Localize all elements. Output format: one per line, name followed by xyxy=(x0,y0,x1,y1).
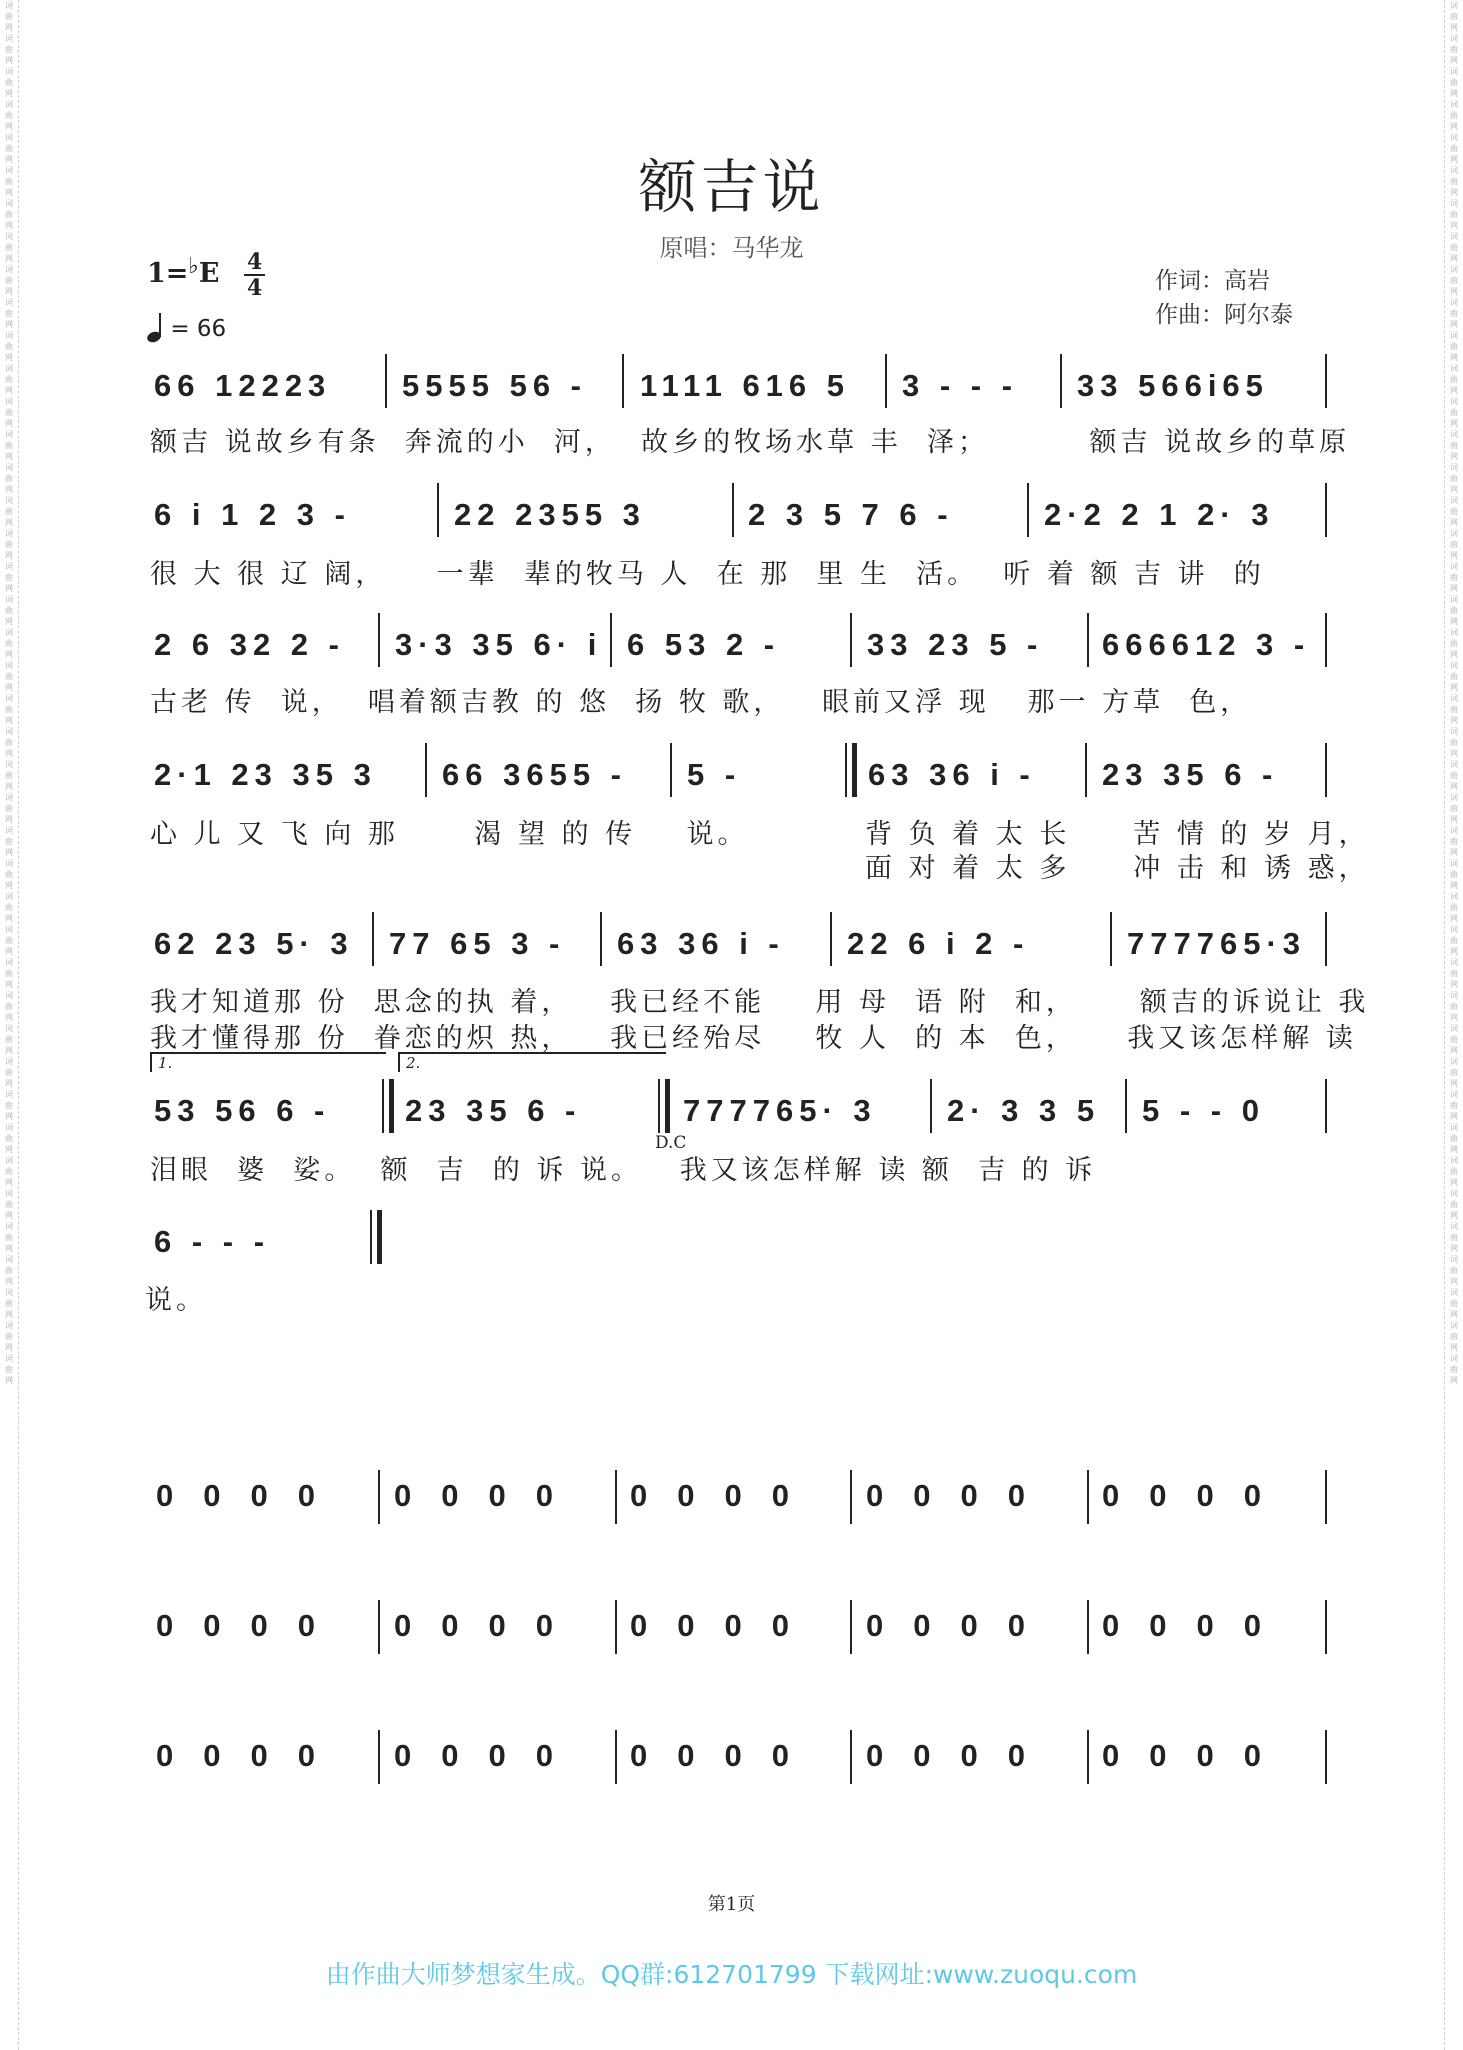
lyric-line-2: 很 大 很 辽 阔， 一辈 辈的牧马 人 在 那 里 生 活。 听 着 额 吉 讲 的 xyxy=(150,559,1265,590)
lyric-verse-2: 面 对 着 太 多 冲 击 和 诱 惑， xyxy=(865,853,1370,884)
measure: 2· 3 3 5 xyxy=(947,1093,1101,1128)
flat-icon: ♭ xyxy=(188,253,199,279)
score-line-4 xyxy=(150,757,1330,801)
rest-measure: 0000 xyxy=(630,1608,819,1643)
measure: 5 - - 0 xyxy=(1142,1093,1265,1128)
barline xyxy=(622,354,624,408)
barline xyxy=(615,1730,617,1784)
measure: 53 56 6 - xyxy=(154,1093,331,1128)
barline xyxy=(425,743,427,797)
time-numerator: 4 xyxy=(244,250,265,276)
empty-staff-row xyxy=(150,1730,1330,1784)
measure: 2 6 32 2 - xyxy=(154,627,345,662)
composer: 作曲：阿尔泰 xyxy=(1155,302,1293,328)
barline xyxy=(600,912,602,966)
key-signature xyxy=(147,253,220,289)
measure: 3·3 35 6· i xyxy=(395,627,603,662)
barline xyxy=(1325,1600,1327,1654)
measure: 3 - - - xyxy=(902,368,1019,403)
measure: 2 3 5 7 6 - xyxy=(748,497,954,532)
measure: 63 36 i - xyxy=(868,757,1036,792)
measure: 2·2 2 1 2· 3 xyxy=(1044,497,1275,532)
lyric-line-4: 心 儿 又 飞 向 那 渴 望 的 传 说。 xyxy=(150,819,749,850)
barline xyxy=(378,1600,380,1654)
measure: 62 23 5· 3 xyxy=(154,926,354,961)
measure: 33 23 5 - xyxy=(867,627,1044,662)
barline xyxy=(615,1600,617,1654)
score-line-3 xyxy=(150,627,1330,671)
barline xyxy=(385,354,387,408)
barline xyxy=(930,1079,932,1133)
original-singer: 原唱：马华龙 xyxy=(659,234,804,262)
measure: 666612 3 - xyxy=(1102,627,1311,662)
rest-measure: 0000 xyxy=(156,1608,345,1643)
rest-measure: 0000 xyxy=(156,1738,345,1773)
barline xyxy=(378,1730,380,1784)
barline xyxy=(670,743,672,797)
tempo-value: = 66 xyxy=(170,316,227,342)
barline xyxy=(1325,354,1327,408)
left-watermark-strip xyxy=(0,0,19,2050)
measure: 66 12223 xyxy=(154,368,332,403)
barline xyxy=(1110,912,1112,966)
measure: 2·1 23 35 3 xyxy=(154,757,377,792)
measure: 6 - - - xyxy=(154,1224,271,1259)
page-number: 第1页 xyxy=(707,1894,756,1915)
second-ending-bracket: 2. xyxy=(398,1052,666,1072)
barline xyxy=(378,613,380,667)
repeat-start-barline xyxy=(845,743,847,797)
score-line-6 xyxy=(150,1093,1330,1137)
measure: 63 36 i - xyxy=(617,926,785,961)
measure: 5 - xyxy=(687,757,742,792)
final-barline xyxy=(370,1210,372,1264)
rest-measure: 0000 xyxy=(630,1738,819,1773)
barline xyxy=(1325,1730,1327,1784)
lyric-line-5-verse-2: 我才懂得那 份 眷恋的炽 热， 我已经殆尽 牧 人 的 本 色， 我又该怎样解 读 xyxy=(150,1023,1357,1054)
tempo-marking xyxy=(147,312,226,342)
barline xyxy=(1325,743,1327,797)
score-line-7 xyxy=(150,1224,1330,1268)
first-ending-bracket: 1. xyxy=(150,1052,386,1072)
time-signature xyxy=(244,250,265,300)
lyric-line-5: 我才知道那 份 思念的执 着， 我已经不能 用 母 语 附 和， 额吉的诉说让 我 xyxy=(150,987,1370,1018)
measure: 23 35 6 - xyxy=(405,1093,582,1128)
rest-measure: 0000 xyxy=(394,1608,583,1643)
barline xyxy=(610,613,612,667)
key-note: E xyxy=(198,258,220,289)
credits xyxy=(1155,264,1293,332)
rest-measure: 0000 xyxy=(866,1478,1055,1513)
measure: 77 65 3 - xyxy=(389,926,566,961)
rest-measure: 0000 xyxy=(156,1478,345,1513)
key-prefix: 1= xyxy=(147,258,189,289)
lyric-line-6: 泪眼 婆 娑。 额 吉 的 诉 说。 我又该怎样解 读 额 吉 的 诉 xyxy=(150,1155,1097,1186)
lyricist: 作词：高岩 xyxy=(1155,268,1270,294)
lyric-line-3: 古老 传 说， 唱着额吉教 的 悠 扬 牧 歌， 眼前又浮 现 那一 方草 色， xyxy=(150,687,1252,718)
time-denominator: 4 xyxy=(247,275,263,301)
barline xyxy=(1087,613,1089,667)
barline xyxy=(885,354,887,408)
barline xyxy=(1325,1470,1327,1524)
barline xyxy=(732,483,734,537)
barline xyxy=(1085,743,1087,797)
lyric-line-7: 说。 xyxy=(145,1285,207,1316)
barline xyxy=(615,1470,617,1524)
barline xyxy=(378,1470,380,1524)
barline xyxy=(1087,1730,1089,1784)
barline xyxy=(830,912,832,966)
lyric-verse-1: 背 负 着 太 长 苦 情 的 岁 月， xyxy=(865,819,1370,850)
barline xyxy=(1325,912,1327,966)
rest-measure: 0000 xyxy=(630,1478,819,1513)
measure: 5555 56 - xyxy=(402,368,587,403)
score-line-1 xyxy=(150,368,1330,412)
score-line-2 xyxy=(150,497,1330,541)
empty-staff-row xyxy=(150,1600,1330,1654)
empty-staff-row xyxy=(150,1470,1330,1524)
barline xyxy=(1087,1470,1089,1524)
barline xyxy=(372,912,374,966)
rest-measure: 0000 xyxy=(866,1738,1055,1773)
repeat-end-barline xyxy=(382,1079,384,1133)
quarter-note-icon xyxy=(147,312,163,342)
measure: 1111 616 5 xyxy=(640,368,851,403)
barline xyxy=(1125,1079,1127,1133)
barline xyxy=(1087,1600,1089,1654)
measure: 6 i 1 2 3 - xyxy=(154,497,351,532)
rest-measure: 0000 xyxy=(1102,1608,1291,1643)
dc-marking: D.C xyxy=(655,1133,687,1153)
measure: 6 53 2 - xyxy=(627,627,781,662)
measure: 66 3655 - xyxy=(442,757,627,792)
song-title: 额吉说 xyxy=(638,153,825,221)
rest-measure: 0000 xyxy=(1102,1738,1291,1773)
lyric-line-1: 额吉 说故乡有条 奔流的小 河， 故乡的牧场水草 丰 泽； 额吉 说故乡的草原 xyxy=(150,427,1351,458)
right-watermark-strip xyxy=(1444,0,1463,2050)
measure: 22 6 i 2 - xyxy=(847,926,1030,961)
footer-link[interactable]: 由作曲大师梦想家生成。QQ群:612701799 下载网址:www.zuoqu.com xyxy=(325,1960,1138,1989)
watermark-text: 词曲网词曲网词曲网词曲网词曲网词曲网词曲网词曲网词曲网词曲网词曲网词曲网词曲网词曲网词曲网词曲网词曲网词曲网词曲网词曲网词曲网词曲网词曲网词曲网词曲网词曲网词曲网词曲网词曲网词曲网词曲网词曲网词曲网词曲网词曲网词曲网词曲网词曲网词曲网词曲网词曲网词曲网 xyxy=(5,1,13,1385)
double-barline xyxy=(658,1079,660,1133)
barline xyxy=(850,613,852,667)
barline xyxy=(850,1730,852,1784)
measure: 777765·3 xyxy=(1127,926,1307,961)
measure: 22 2355 3 xyxy=(454,497,646,532)
barline xyxy=(850,1600,852,1654)
rest-measure: 0000 xyxy=(866,1608,1055,1643)
barline xyxy=(437,483,439,537)
rest-measure: 0000 xyxy=(394,1478,583,1513)
barline xyxy=(1325,483,1327,537)
barline xyxy=(1325,1079,1327,1133)
score-line-5 xyxy=(150,926,1330,970)
barline xyxy=(850,1470,852,1524)
barline xyxy=(1325,613,1327,667)
barline xyxy=(1060,354,1062,408)
rest-measure: 0000 xyxy=(394,1738,583,1773)
rest-measure: 0000 xyxy=(1102,1478,1291,1513)
measure: 777765· 3 xyxy=(683,1093,877,1128)
barline xyxy=(1027,483,1029,537)
watermark-text: 词曲网词曲网词曲网词曲网词曲网词曲网词曲网词曲网词曲网词曲网词曲网词曲网词曲网词曲网词曲网词曲网词曲网词曲网词曲网词曲网词曲网词曲网词曲网词曲网词曲网词曲网词曲网词曲网词曲网词曲网词曲网词曲网词曲网词曲网词曲网词曲网词曲网词曲网词曲网词曲网词曲网词曲网 xyxy=(1450,1,1458,1385)
measure: 33 566i65 xyxy=(1077,368,1269,403)
measure: 23 35 6 - xyxy=(1102,757,1279,792)
